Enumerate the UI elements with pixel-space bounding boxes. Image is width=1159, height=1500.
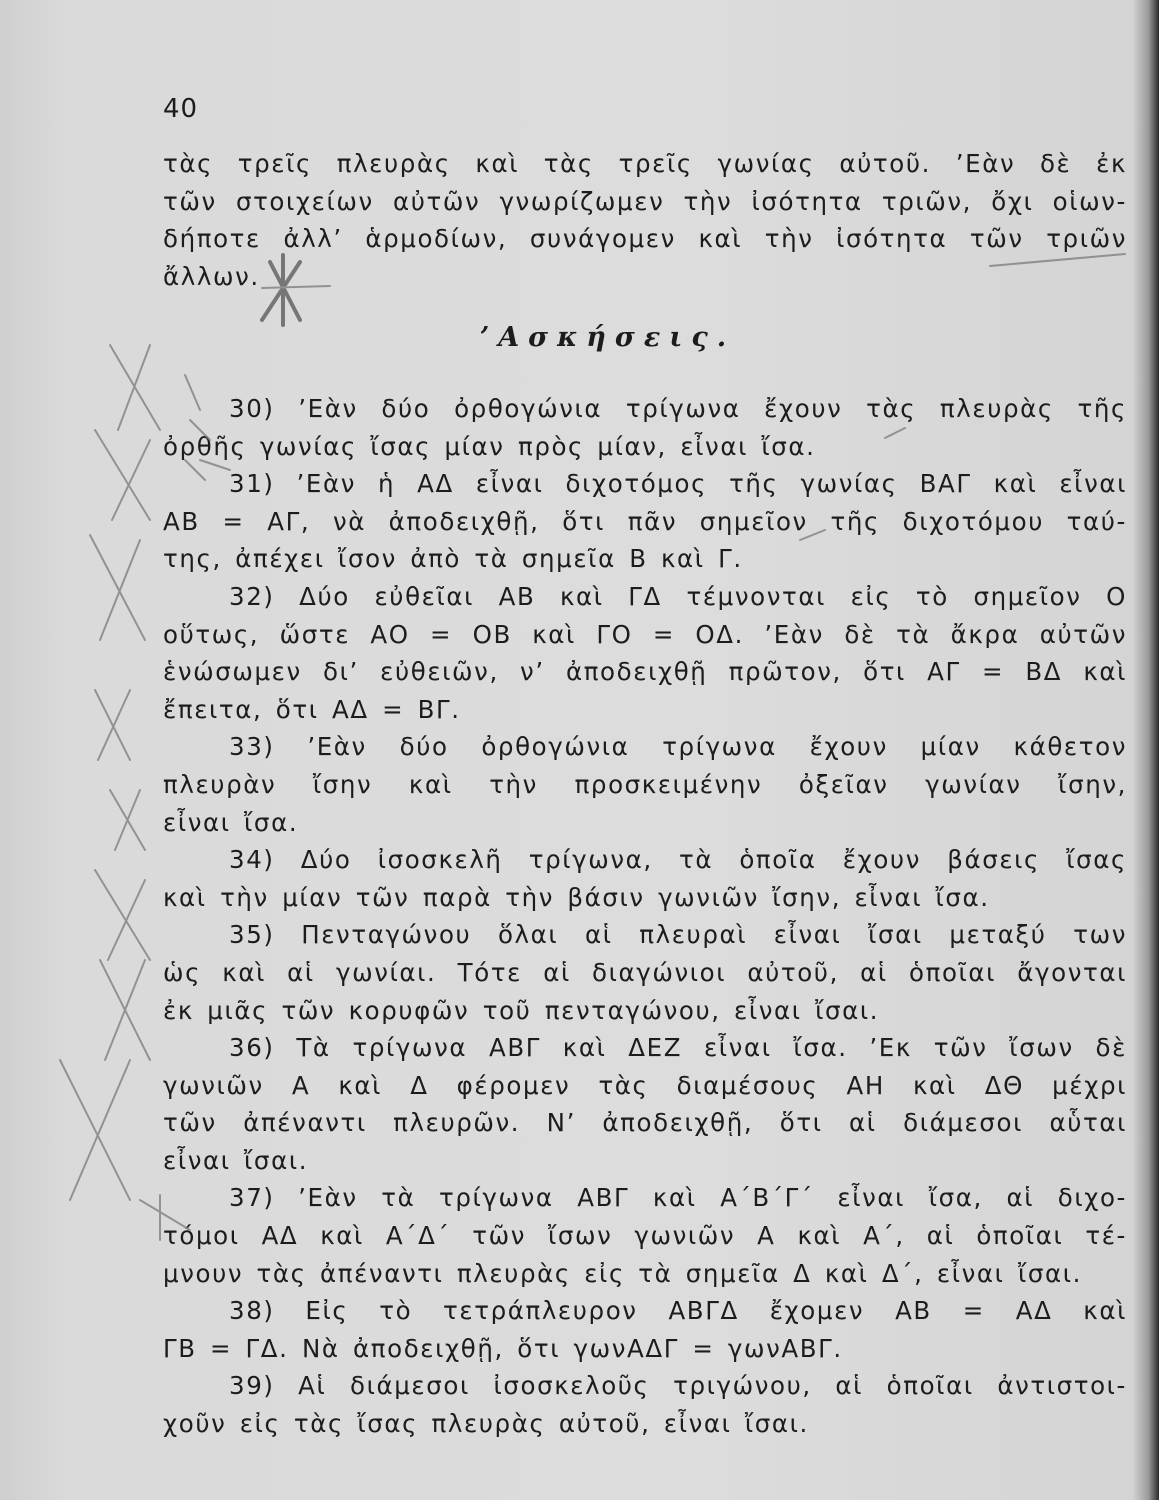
- exercise-line: γωνιῶν Α καὶ Δ φέρομεν τὰς διαμέσους ΑΗ καὶ ΔΘ μέχρι: [163, 1070, 1127, 1100]
- exercise-list: [163, 390, 1127, 1443]
- exercise-line: εἶναι ἴσα.: [163, 807, 299, 837]
- section-heading: ’Ασκήσεις.: [479, 322, 736, 353]
- page-edge-shadow: [1133, 0, 1159, 1500]
- exercise-line: τόμοι ΑΔ καὶ Α΄Δ΄ τῶν ἴσων γωνιῶν Α καὶ Α΄, αἱ ὁποῖαι τέ-: [163, 1221, 1127, 1251]
- exercise-first-line: 36) Τὰ τρίγωνα ΑΒΓ καὶ ΔΕΖ εἶναι ἴσα. ’Εκ τῶν ἴσων δὲ: [229, 1033, 1127, 1063]
- exercise-first-line: 34) Δύο ἰσοσκελῆ τρίγωνα, τὰ ὁποῖα ἔχουν βάσεις ἴσας: [229, 845, 1127, 875]
- page-number: 40: [163, 94, 199, 124]
- intro-line: δήποτε ἀλλ’ ἁρμοδίων, συνάγομεν καὶ τὴν ἰσότητα τῶν τριῶν: [163, 224, 1127, 254]
- exercise-line: οὕτως, ὥστε ΑΟ = ΟΒ καὶ ΓΟ = ΟΔ. ’Εὰν δὲ τὰ ἄκρα αὐτῶν: [163, 619, 1127, 649]
- intro-line: τῶν στοιχείων αὐτῶν γνωρίζωμεν τὴν ἰσότητα τριῶν, ὄχι οἱων-: [163, 186, 1127, 216]
- exercise-first-line: 31) ’Εὰν ἡ ΑΔ εἶναι διχοτόμος τῆς γωνίας ΒΑΓ καὶ εἶναι: [229, 469, 1127, 499]
- exercise-line: ὡς καὶ αἱ γωνίαι. Τότε αἱ διαγώνιοι αὐτοῦ, αἱ ὁποῖαι ἄγονται: [163, 957, 1127, 987]
- exercise-line: τῶν ἀπέναντι πλευρῶν. Ν’ ἀποδειχθῇ, ὅτι αἱ διάμεσοι αὗται: [163, 1108, 1127, 1138]
- intro-paragraph: [163, 145, 1127, 295]
- exercise-line: ἔπειτα, ὅτι ΑΔ = ΒΓ.: [163, 694, 461, 724]
- exercise-first-line: 30) ’Εὰν δύο ὀρθογώνια τρίγωνα ἔχουν τὰς πλευρὰς τῆς: [229, 394, 1127, 423]
- exercise-line: μνουν τὰς ἀπέναντι πλευρὰς εἰς τὰ σημεῖα Δ καὶ Δ΄, εἶναι ἴσαι.: [163, 1258, 1083, 1288]
- exercise-line: ΑΒ = ΑΓ, νὰ ἀποδειχθῇ, ὅτι πᾶν σημεῖον τῆς διχοτόμου ταύ-: [163, 506, 1127, 536]
- exercise-first-line: 32) Δύο εὐθεῖαι ΑΒ καὶ ΓΔ τέμνονται εἰς τὸ σημεῖον Ο: [229, 581, 1127, 611]
- exercise-line: ἐκ μιᾶς τῶν κορυφῶν τοῦ πενταγώνου, εἶναι ἴσαι.: [163, 995, 880, 1025]
- intro-line: ἄλλων.: [163, 261, 260, 291]
- exercise-first-line: 33) ’Εὰν δύο ὀρθογώνια τρίγωνα ἔχουν μίαν κάθετον: [229, 732, 1127, 762]
- exercise-line: ὀρθῆς γωνίας ἴσας μίαν πρὸς μίαν, εἶναι ἴσα.: [163, 431, 816, 461]
- exercise-line: ΓΒ = ΓΔ. Νὰ ἀποδειχθῇ, ὅτι γωνΑΔΓ = γωνΑΒΓ.: [163, 1333, 843, 1363]
- exercise-first-line: 38) Εἰς τὸ τετράπλευρον ΑΒΓΔ ἔχομεν ΑΒ = ΑΔ καὶ: [229, 1296, 1127, 1326]
- exercise-line: ἑνώσωμεν δι’ εὐθειῶν, ν’ ἀποδειχθῇ πρῶτον, ὅτι ΑΓ = ΒΔ καὶ: [163, 657, 1127, 687]
- exercise-line: χοῦν εἰς τὰς ἴσας πλευρὰς αὐτοῦ, εἶναι ἴσαι.: [163, 1409, 809, 1439]
- exercise-first-line: 39) Αἱ διάμεσοι ἰσοσκελοῦς τριγώνου, αἱ ὁποῖαι ἀντιστοι-: [229, 1371, 1127, 1401]
- intro-line: τὰς τρεῖς πλευρὰς καὶ τὰς τρεῖς γωνίας αὐτοῦ. ’Εὰν δὲ ἐκ: [163, 149, 1127, 178]
- exercise-line: καὶ τὴν μίαν τῶν παρὰ τὴν βάσιν γωνιῶν ἴσην, εἶναι ἴσα.: [163, 882, 990, 912]
- exercise-line: πλευρὰν ἴσην καὶ τὴν προσκειμένην ὀξεῖαν γωνίαν ἴσην,: [163, 769, 1127, 799]
- exercise-line: της, ἀπέχει ἴσον ἀπὸ τὰ σημεῖα Β καὶ Γ.: [163, 544, 743, 574]
- exercise-line: εἶναι ἴσαι.: [163, 1145, 309, 1175]
- exercise-first-line: 37) ’Εὰν τὰ τρίγωνα ΑΒΓ καὶ Α΄Β΄Γ΄ εἶναι ἴσα, αἱ διχο-: [229, 1183, 1127, 1213]
- exercise-first-line: 35) Πενταγώνου ὅλαι αἱ πλευραὶ εἶναι ἴσαι μεταξύ των: [229, 920, 1127, 950]
